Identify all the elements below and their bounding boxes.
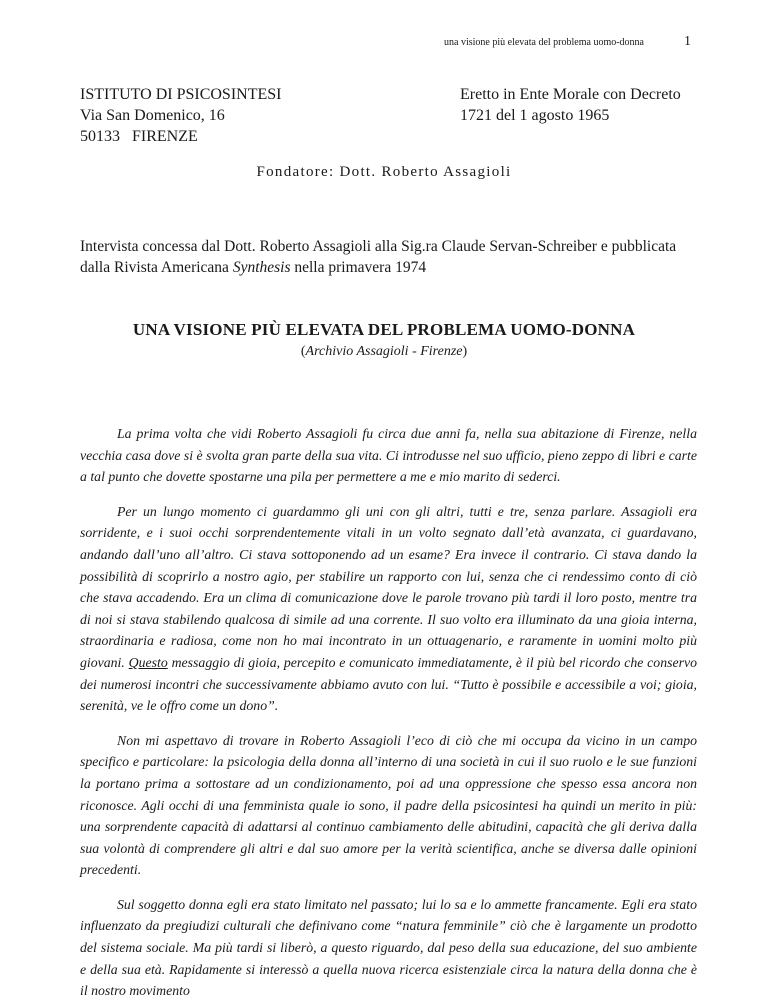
decree-line-2: 1721 del 1 agosto 1965: [460, 107, 610, 124]
underlined-word: Questo: [128, 654, 168, 670]
intro-text-before: Intervista concessa dal Dott. Roberto Assagioli alla Sig.ra Claude Servan-Schreiber e pubblicata dalla Rivista Americana: [80, 238, 677, 276]
decree-line-1: Eretto in Ente Morale con Decreto: [460, 86, 681, 103]
decree-block: [460, 84, 681, 126]
institute-city: 50133 FIRENZE: [80, 128, 198, 145]
paragraph-3: Non mi aspettavo di trovare in Roberto Assagioli l’eco di ciò che mi occupa da vicino in un campo specifico e particolare: la psicologia della donna all’interno di una società in cui il suo ruolo e le sue funzioni la portano prima a sottostare ad un condizionamento, poi ad una oppressione che spesso essa ancora non riconosce. Agli occhi di una femminista quale io sono, il padre della psicosintesi ha quindi un merito in più: una sorprendente capacità di adattarsi al continuo cambiamento delle abitudini, capacità che gli deriva dalla sua volontà di comprendere gli altri e dal suo amore per la verità scientifica, anche se diversa dalle opinioni precedenti.: [80, 732, 697, 878]
paragraph-2-part-2: messaggio di gioia, percepito e comunicato immediatamente, è il più bel ricordo che conservo dei numerosi incontri che successivamente abbiamo avuto con lui. “Tutto è possibile e accessibile a voi; gioia, serenità, ve le offro come un dono”.: [80, 654, 697, 714]
page-number: 1: [684, 34, 691, 49]
source-text: Archivio Assagioli - Firenze: [305, 344, 463, 359]
running-title: una visione più elevata del problema uomo-donna: [444, 37, 644, 48]
intro-note: [80, 236, 700, 278]
source-open-paren: (: [300, 344, 306, 359]
paragraph-1: La prima volta che vidi Roberto Assagioli fu circa due anni fa, nella sua abitazione di Firenze, nella vecchia casa dove si è svolta gran parte della sua vita. Ci introdusse nel suo ufficio, pieno zeppo di libri e carte a tal punto che dovette spostarne una pila per permettere a me e mio marito di sederci.: [80, 426, 697, 485]
founder-line: Fondatore: Dott. Roberto Assagioli: [256, 164, 512, 180]
article-source: [0, 344, 768, 360]
institute-street: Via San Domenico, 16: [80, 107, 225, 124]
article-title: UNA VISIONE PIÙ ELEVATA DEL PROBLEMA UOMO-DONNA: [132, 320, 636, 339]
paragraph-2-part-1: Per un lungo momento ci guardammo gli uni con gli altri, tutti e tre, senza parlare. Assagioli era sorridente, e i suoi occhi sorprendentemente vitali in un volto segnato dall’età avanzata, ci guardavano, andando dall’uno all’altro. Ci stava sottoponendo ad un esame? Era invece il contrario. Ci stava dando la possibilità di scoprirlo a nostro agio, per stabilire un rapporto con lui, senza che ci rendessimo conto di ciò che stava accadendo. Era un clima di comunicazione dove le parole trovano più tardi il loro posto, mentre tra di noi si stava stabilendo qualcosa di simile ad una corrente. Il suo volto era illuminato da una gioia interna, straordinaria e radiosa, come non ho mai incontrato in un ottuagenario, e raramente in uomini molto più giovani.: [80, 503, 697, 670]
source-close-paren: ): [462, 344, 468, 359]
intro-text-after: nella primavera 1974: [290, 259, 427, 276]
paragraph-2: [80, 501, 697, 717]
article-body: [80, 423, 697, 1002]
running-header: [0, 34, 768, 54]
institute-name: ISTITUTO DI PSICOSINTESI: [80, 86, 282, 103]
institute-address: [80, 84, 281, 147]
paragraph-4: Sul soggetto donna egli era stato limitato nel passato; lui lo sa e lo ammette francamente. Egli era stato influenzato da pregiudizi culturali che definivano come “natura femminile” ciò che è largamente un prodotto del sistema sociale. Ma più tardi si liberò, a questo riguardo, dal peso della sua educazione, del suo ambiente e della sua età. Rapidamente si interessò a quella nuova ricerca esistenziale circa la natura della donna che è il nostro movimento: [80, 896, 697, 999]
magazine-name: Synthesis: [232, 259, 291, 276]
